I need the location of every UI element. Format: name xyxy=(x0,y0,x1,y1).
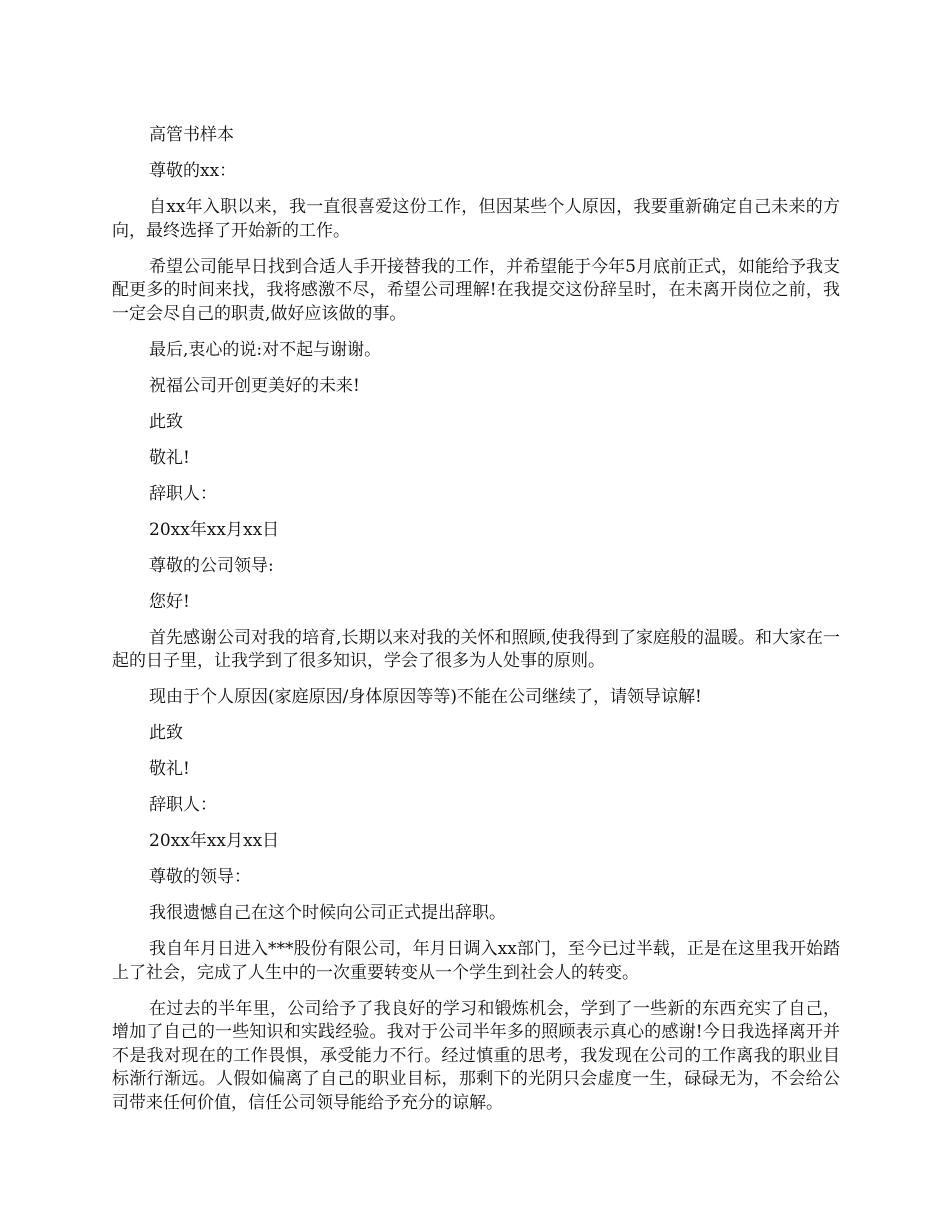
salutation: 尊敬的公司领导: xyxy=(149,555,274,576)
date-line: 20xx年xx月xx日 xyxy=(149,519,280,540)
document-page xyxy=(112,124,840,1128)
signature-label: 辞职人： xyxy=(149,483,217,504)
body-paragraph: 自xx年入职以来，我一直很喜爱这份工作，但因某些个人原因，我要重新确定自己未来的方向，最终选择了开始新的工作。 xyxy=(112,197,840,241)
body-paragraph: 祝福公司开创更美好的未来! xyxy=(149,375,360,396)
body-paragraph: 在过去的半年里，公司给予了我良好的学习和锻炼机会，学到了一些新的东西充实了自己，增加了自己的一些知识和实践经验。我对于公司半年多的照顾表示真心的感谢!今日我选择离开并不是我对现在的工作畏惧，承受能力不行。经过慎重的思考，我发现在公司的工作离我的职业目标渐行渐远。人假如偏离了自己的职业目标，那剩下的光阴只会虚度一生，碌碌无为，不会给公司带来任何价值，信任公司领导能给予充分的谅解。 xyxy=(112,998,840,1113)
signature-label: 辞职人： xyxy=(149,795,217,815)
document-title: 高管书样本 xyxy=(149,125,234,145)
body-paragraph: 我自年月日进入***股份有限公司，年月日调入xx部门，至今已过半载，正是在这里我开始踏上了社会，完成了人生中的一次重要转变从一个学生到社会人的转变。 xyxy=(112,939,840,983)
body-paragraph: 现由于个人原因(家庭原因/身体原因等等)不能在公司继续了，请领导谅解! xyxy=(149,687,702,707)
greeting-line: 您好! xyxy=(149,591,190,612)
salutation: 尊敬的领导： xyxy=(149,867,251,887)
body-paragraph: 希望公司能早日找到合适人手开接替我的工作，并希望能于今年5月底前正式，如能给予我支配更多的时间来找，我将感激不尽，希望公司理解!在我提交这份辞呈时，在未离开岗位之前，我一定会尽自己的职责,做好应该做的事。 xyxy=(112,256,840,324)
closing-line: 此致 xyxy=(149,411,183,432)
body-paragraph: 我很遗憾自己在这个时候向公司正式提出辞职。 xyxy=(149,903,506,923)
closing-line: 敬礼! xyxy=(149,447,190,468)
closing-line: 敬礼! xyxy=(149,759,190,779)
body-paragraph: 最后,衷心的说:对不起与谢谢。 xyxy=(149,339,382,360)
closing-line: 此致 xyxy=(149,723,183,743)
body-paragraph: 首先感谢公司对我的培育,长期以来对我的关怀和照顾,使我得到了家庭般的温暖。和大家在一起的日子里，让我学到了很多知识，学会了很多为人处事的原则。 xyxy=(112,627,840,671)
date-line: 20xx年xx月xx日 xyxy=(149,831,280,851)
salutation: 尊敬的xx： xyxy=(149,161,237,181)
